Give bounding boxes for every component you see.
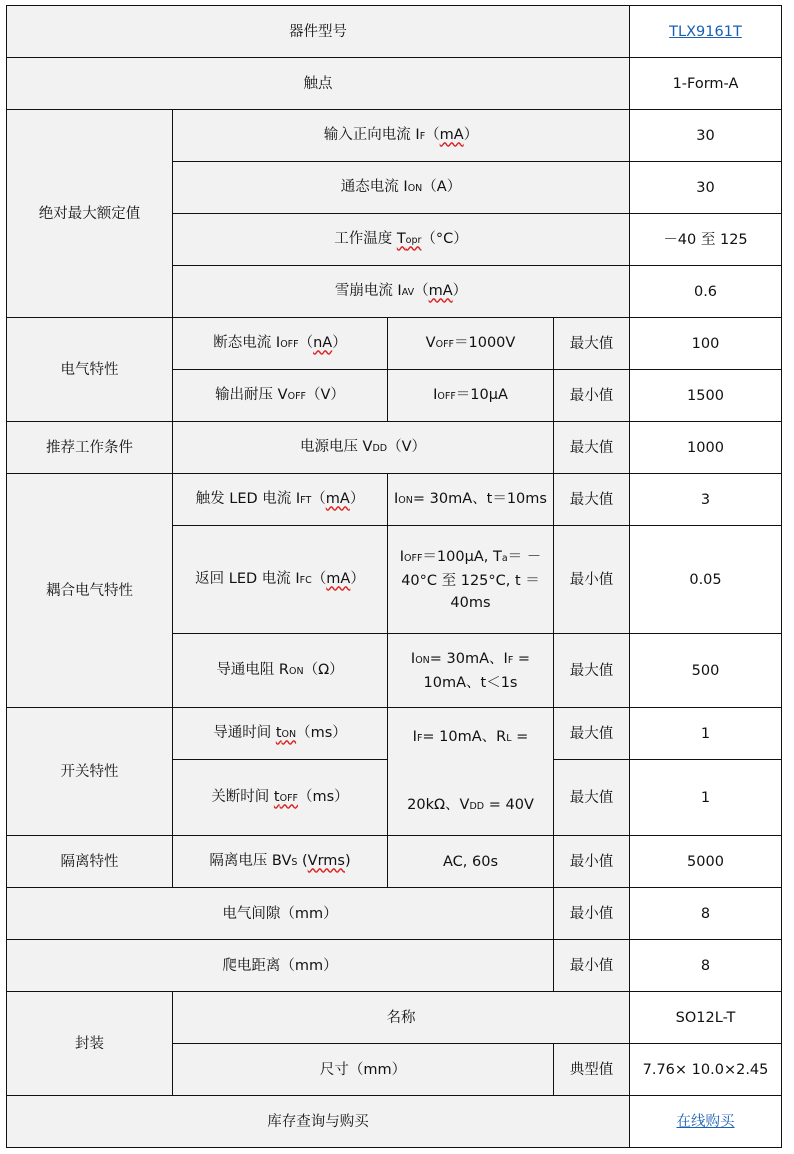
elec-voltage-value: 1500 bbox=[630, 370, 782, 422]
switch-cond-gap bbox=[392, 750, 549, 794]
row-model bbox=[7, 6, 782, 58]
coupled-return-cond-line1: IOFF＝100μA, Ta＝ － bbox=[399, 548, 542, 565]
package-size-limit: 典型值 bbox=[554, 1044, 630, 1096]
coupled-on-res-name: 导通电阻 RON（Ω） bbox=[173, 634, 388, 708]
coupled-trigger-cond: ION= 30mA、t＝10ms bbox=[388, 474, 554, 526]
row-coupled-trigger bbox=[7, 474, 782, 526]
elec-voltage-limit: 最小值 bbox=[554, 370, 630, 422]
coupled-return-value: 0.05 bbox=[630, 526, 782, 634]
abs-avalanche-name: 雪崩电流 IAV（mA） bbox=[173, 266, 630, 318]
switch-off-value: 1 bbox=[630, 760, 782, 836]
coupled-return-limit: 最小值 bbox=[554, 526, 630, 634]
abs-max-label: 绝对最大额定值 bbox=[7, 110, 173, 318]
coupled-return-cond-line3: 40ms bbox=[450, 594, 491, 611]
contact-value: 1-Form-A bbox=[630, 58, 782, 110]
abs-avalanche-value: 0.6 bbox=[630, 266, 782, 318]
recommended-limit: 最大值 bbox=[554, 422, 630, 474]
package-size-value: 7.76× 10.0×2.45 bbox=[630, 1044, 782, 1096]
abs-forward-current-name: 输入正向电流 IF（mA） bbox=[173, 110, 630, 162]
creepage-limit: 最小值 bbox=[554, 940, 630, 992]
row-purchase bbox=[7, 1096, 782, 1148]
purchase-link[interactable]: 在线购买 bbox=[676, 1113, 735, 1130]
coupled-on-res-cond-line1: ION= 30mA、IF = bbox=[410, 650, 531, 667]
isolation-limit: 最小值 bbox=[554, 836, 630, 888]
switch-off-name: 关断时间 tOFF（ms） bbox=[173, 760, 388, 836]
abs-temp-name: 工作温度 Topr（°C） bbox=[173, 214, 630, 266]
model-label: 器件型号 bbox=[7, 6, 630, 58]
elec-off-current-name: 断态电流 IOFF（nA） bbox=[173, 318, 388, 370]
package-label: 封装 bbox=[7, 992, 173, 1096]
switch-off-limit: 最大值 bbox=[554, 760, 630, 836]
recommended-value: 1000 bbox=[630, 422, 782, 474]
coupled-on-res-value: 500 bbox=[630, 634, 782, 708]
isolation-label: 隔离特性 bbox=[7, 836, 173, 888]
abs-on-current-value: 30 bbox=[630, 162, 782, 214]
coupled-trigger-value: 3 bbox=[630, 474, 782, 526]
row-recommended bbox=[7, 422, 782, 474]
row-package-name bbox=[7, 992, 782, 1044]
abs-temp-value: －40 至 125 bbox=[630, 214, 782, 266]
recommended-name: 电源电压 VDD（V） bbox=[173, 422, 554, 474]
coupled-trigger-name: 触发 LED 电流 IFT（mA） bbox=[173, 474, 388, 526]
switch-cond bbox=[388, 708, 554, 836]
coupled-label: 耦合电气特性 bbox=[7, 474, 173, 708]
creepage-label: 爬电距离（mm） bbox=[7, 940, 554, 992]
coupled-on-res-cond bbox=[388, 634, 554, 708]
coupled-on-res-limit: 最大值 bbox=[554, 634, 630, 708]
row-elec-off-current bbox=[7, 318, 782, 370]
row-creepage bbox=[7, 940, 782, 992]
clearance-label: 电气间隙（mm） bbox=[7, 888, 554, 940]
elec-voltage-name: 输出耐压 VOFF（V） bbox=[173, 370, 388, 422]
isolation-cond: AC, 60s bbox=[388, 836, 554, 888]
switch-cond-line1: IF= 10mA、RL = bbox=[412, 728, 529, 745]
switch-on-limit: 最大值 bbox=[554, 708, 630, 760]
coupled-trigger-limit: 最大值 bbox=[554, 474, 630, 526]
row-isolation bbox=[7, 836, 782, 888]
row-abs-forward-current bbox=[7, 110, 782, 162]
row-clearance bbox=[7, 888, 782, 940]
isolation-name: 隔离电压 BVS (Vrms) bbox=[173, 836, 388, 888]
electrical-label: 电气特性 bbox=[7, 318, 173, 422]
purchase-label: 库存查询与购买 bbox=[7, 1096, 630, 1148]
coupled-return-name: 返回 LED 电流 IFC（mA） bbox=[173, 526, 388, 634]
row-contact bbox=[7, 58, 782, 110]
package-name-label: 名称 bbox=[173, 992, 630, 1044]
elec-off-current-limit: 最大值 bbox=[554, 318, 630, 370]
recommended-label: 推荐工作条件 bbox=[7, 422, 173, 474]
switch-on-value: 1 bbox=[630, 708, 782, 760]
coupled-on-res-cond-line2: 10mA、t＜1s bbox=[423, 674, 518, 691]
coupled-return-cond-line2: 40°C 至 125°C, t ＝ bbox=[401, 572, 540, 589]
package-name-value: SO12L-T bbox=[630, 992, 782, 1044]
elec-off-current-value: 100 bbox=[630, 318, 782, 370]
contact-label: 触点 bbox=[7, 58, 630, 110]
creepage-value: 8 bbox=[630, 940, 782, 992]
row-switch-on bbox=[7, 708, 782, 760]
coupled-return-cond bbox=[388, 526, 554, 634]
model-link[interactable]: TLX9161T bbox=[669, 23, 742, 40]
isolation-value: 5000 bbox=[630, 836, 782, 888]
purchase-link-cell bbox=[630, 1096, 782, 1148]
abs-forward-current-value: 30 bbox=[630, 110, 782, 162]
package-size-label: 尺寸（mm） bbox=[173, 1044, 554, 1096]
spec-table bbox=[6, 5, 782, 1148]
elec-voltage-cond: IOFF＝10μA bbox=[388, 370, 554, 422]
elec-off-current-cond: VOFF＝1000V bbox=[388, 318, 554, 370]
switch-on-name: 导通时间 tON（ms） bbox=[173, 708, 388, 760]
clearance-value: 8 bbox=[630, 888, 782, 940]
clearance-limit: 最小值 bbox=[554, 888, 630, 940]
switching-label: 开关特性 bbox=[7, 708, 173, 836]
switch-cond-line2: 20kΩ、VDD = 40V bbox=[407, 796, 534, 813]
model-value-cell bbox=[630, 6, 782, 58]
abs-on-current-name: 通态电流 ION（A） bbox=[173, 162, 630, 214]
